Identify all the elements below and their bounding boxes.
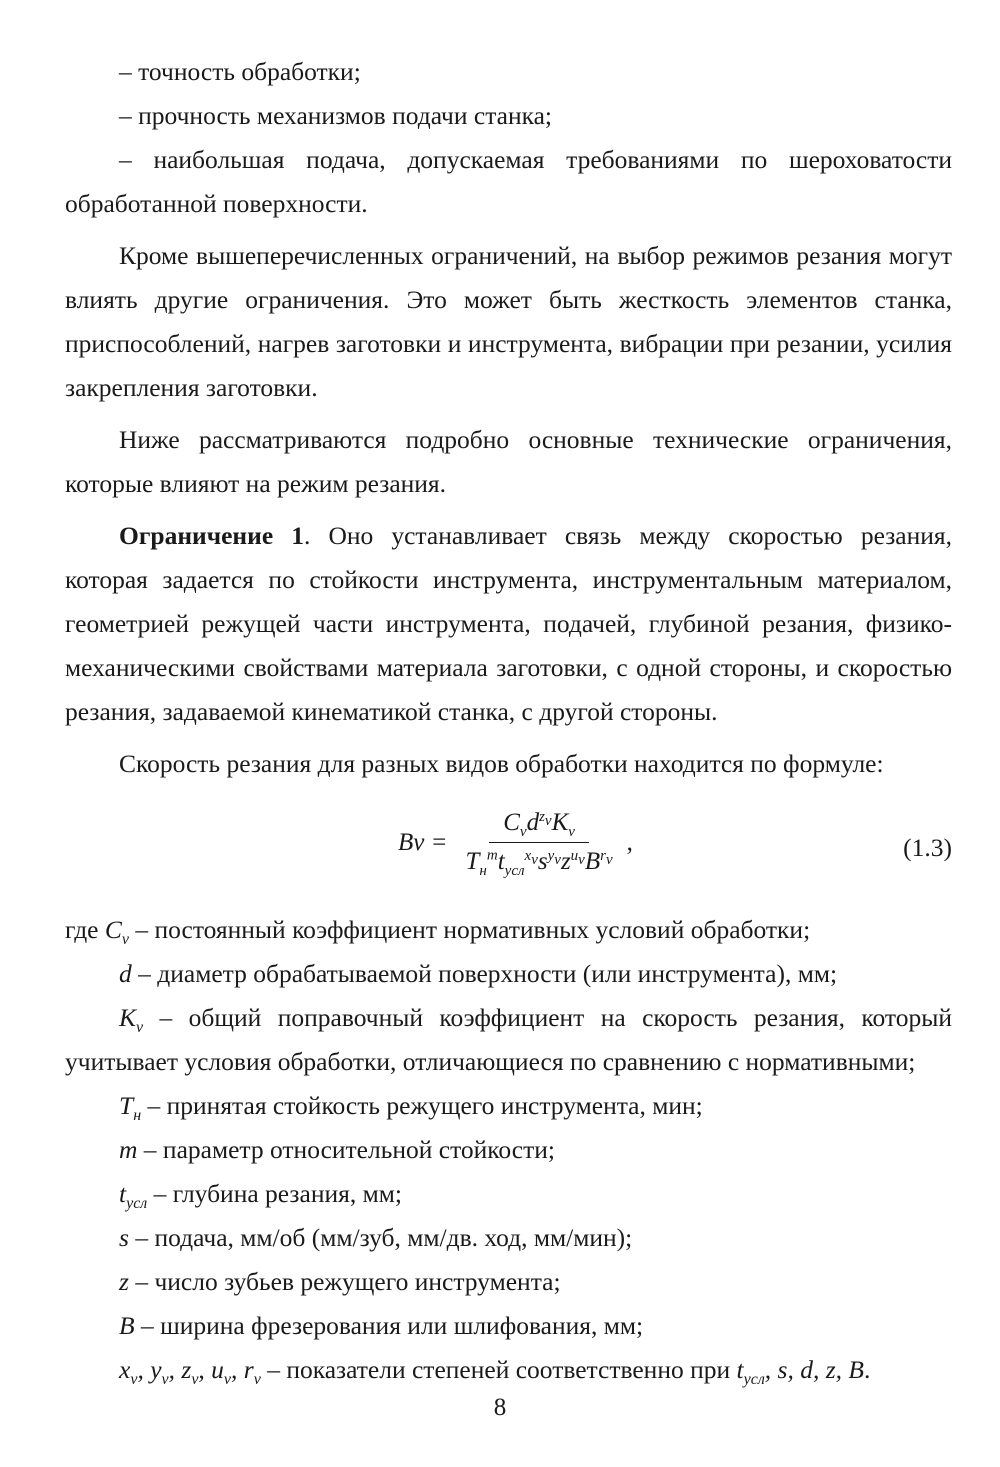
symbol-exponents: $x_v$, $y_v$, $z_v$, $u_v$, $r_v$ xyxy=(119,1355,261,1389)
limitation-text: . Оно устанавливает связь между скоростью резания, которая задается по стойкости инструмента, инструментальным материалом, геометрией режущей части инструмента, подачей, глубиной резания, физико-механическими свойствами материала заготовки, с одной стороны, и скоростью резания, задаваемой кинематикой станка, с другой стороны. xyxy=(65,521,952,726)
formula-intro: Скорость резания для разных видов обработки находится по формуле: xyxy=(119,749,884,778)
equation-number: (1.3) xyxy=(903,833,952,862)
definition-cv: где $C_v$ – постоянный коэффициент нормативных условий обработки; xyxy=(65,915,811,949)
list-item-max-feed: – наибольшая подача, допускаемая требованиями по шероховатости обработанной поверхности. xyxy=(65,145,952,218)
definition-z: z – число зубьев режущего инструмента; xyxy=(119,1267,561,1296)
definition-s: s – подача, мм/об (мм/зуб, мм/дв. ход, мм/мин); xyxy=(119,1223,633,1252)
definition-tn: $T_н$ – принятая стойкость режущего инструмента, мин; xyxy=(119,1091,703,1125)
formula-denominator: $T_н^mt_{усл}^{x_v}s^{y_v}z^{u_v}B^{r_v}$ xyxy=(465,847,613,879)
definition-d: d – диаметр обрабатываемой поверхности (или инструмента), мм; xyxy=(119,959,838,988)
symbol-z: z xyxy=(119,1267,129,1296)
symbol-tn: $T_н$ xyxy=(119,1091,142,1125)
formula-numerator: $C_vd^{z_v}K_v$ xyxy=(489,806,589,843)
definition-kv: $K_v$ – общий поправочный коэффициент на скорость резания, который учитывает условия обработки, отличающиеся по сравнению с нормативными; xyxy=(65,1003,953,1076)
paragraph-below: Ниже рассматриваются подробно основные технические ограничения, которые влияют на режим резания. xyxy=(65,425,952,498)
definition-tusl: $t_{усл}$ – глубина резания, мм; xyxy=(119,1179,402,1213)
definition-exponents: $x_v$, $y_v$, $z_v$, $u_v$, $r_v$ – показатели степеней соответственно при $t_{усл}$, s, d, z, B. xyxy=(119,1355,871,1389)
formula-comma: , xyxy=(626,828,633,856)
symbol-cv: $C_v$ xyxy=(104,915,129,949)
page-number: 8 xyxy=(493,1394,507,1421)
symbol-d: d xyxy=(119,959,132,988)
paragraph-limitation-1 xyxy=(65,514,952,734)
symbol-m: m xyxy=(119,1135,138,1164)
symbol-exponent-vars: $t_{усл}$, s, d, z, B xyxy=(736,1355,864,1389)
paragraph-other-limits: Кроме вышеперечисленных ограничений, на выбор режимов резания могут влиять другие ограничения. Это может быть жесткость элементов станка, приспособлений, нагрев заготовки и инструмента, вибрации при резании, усилия закрепления заготовки. xyxy=(65,241,952,402)
list-item-feed-strength: – прочность механизмов подачи станка; xyxy=(119,101,553,130)
formula-fraction xyxy=(458,806,621,879)
definition-m: m – параметр относительной стойкости; xyxy=(119,1135,555,1164)
formula-1-3 xyxy=(398,806,633,879)
symbol-tusl: $t_{усл}$ xyxy=(119,1179,148,1213)
formula-lhs: Bv = xyxy=(398,828,448,856)
formula-block xyxy=(65,798,952,902)
definition-where: где xyxy=(65,915,99,944)
list-item-accuracy: – точность обработки; xyxy=(119,57,361,86)
symbol-kv: $K_v$ xyxy=(119,1003,144,1037)
symbol-b: B xyxy=(119,1311,135,1340)
symbol-s: s xyxy=(119,1223,129,1252)
definition-b: B – ширина фрезерования или шлифования, мм; xyxy=(119,1311,644,1340)
limitation-label: Ограничение 1 xyxy=(119,521,304,550)
